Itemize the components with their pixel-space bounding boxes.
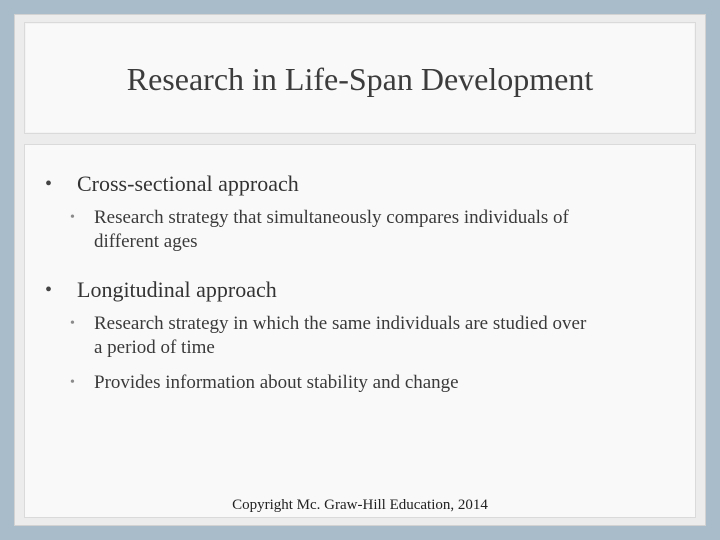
sub-bullet-text xyxy=(94,206,684,254)
sub-bullet-text xyxy=(94,371,684,395)
sub-bullet-text xyxy=(94,312,684,360)
sub-bullet-dot-icon: • xyxy=(70,375,75,390)
sub-bullet-line: Provides information about stability and change xyxy=(94,372,459,393)
slide xyxy=(14,14,706,526)
slide-title: Research in Life-Span Development xyxy=(126,61,594,97)
bullet-text: Cross-sectional approach xyxy=(77,171,299,196)
sub-bullet-line: Research strategy that simultaneously compares individuals of xyxy=(94,207,569,228)
sub-bullet-dot-icon: • xyxy=(70,210,75,225)
copyright-footer: Copyright Mc. Graw-Hill Education, 2014 xyxy=(232,497,488,513)
sub-bullet-line: a period of time xyxy=(94,337,215,358)
bullet-text: Longitudinal approach xyxy=(77,277,277,302)
bullet-dot-icon: • xyxy=(45,279,53,301)
sub-bullet-line: Research strategy in which the same individuals are studied over xyxy=(94,313,587,334)
content-panel xyxy=(24,144,696,518)
bullet-dot-icon: • xyxy=(45,173,53,195)
sub-bullet-line: different ages xyxy=(94,231,198,252)
sub-bullet-dot-icon: • xyxy=(70,316,75,331)
title-panel xyxy=(24,22,696,134)
